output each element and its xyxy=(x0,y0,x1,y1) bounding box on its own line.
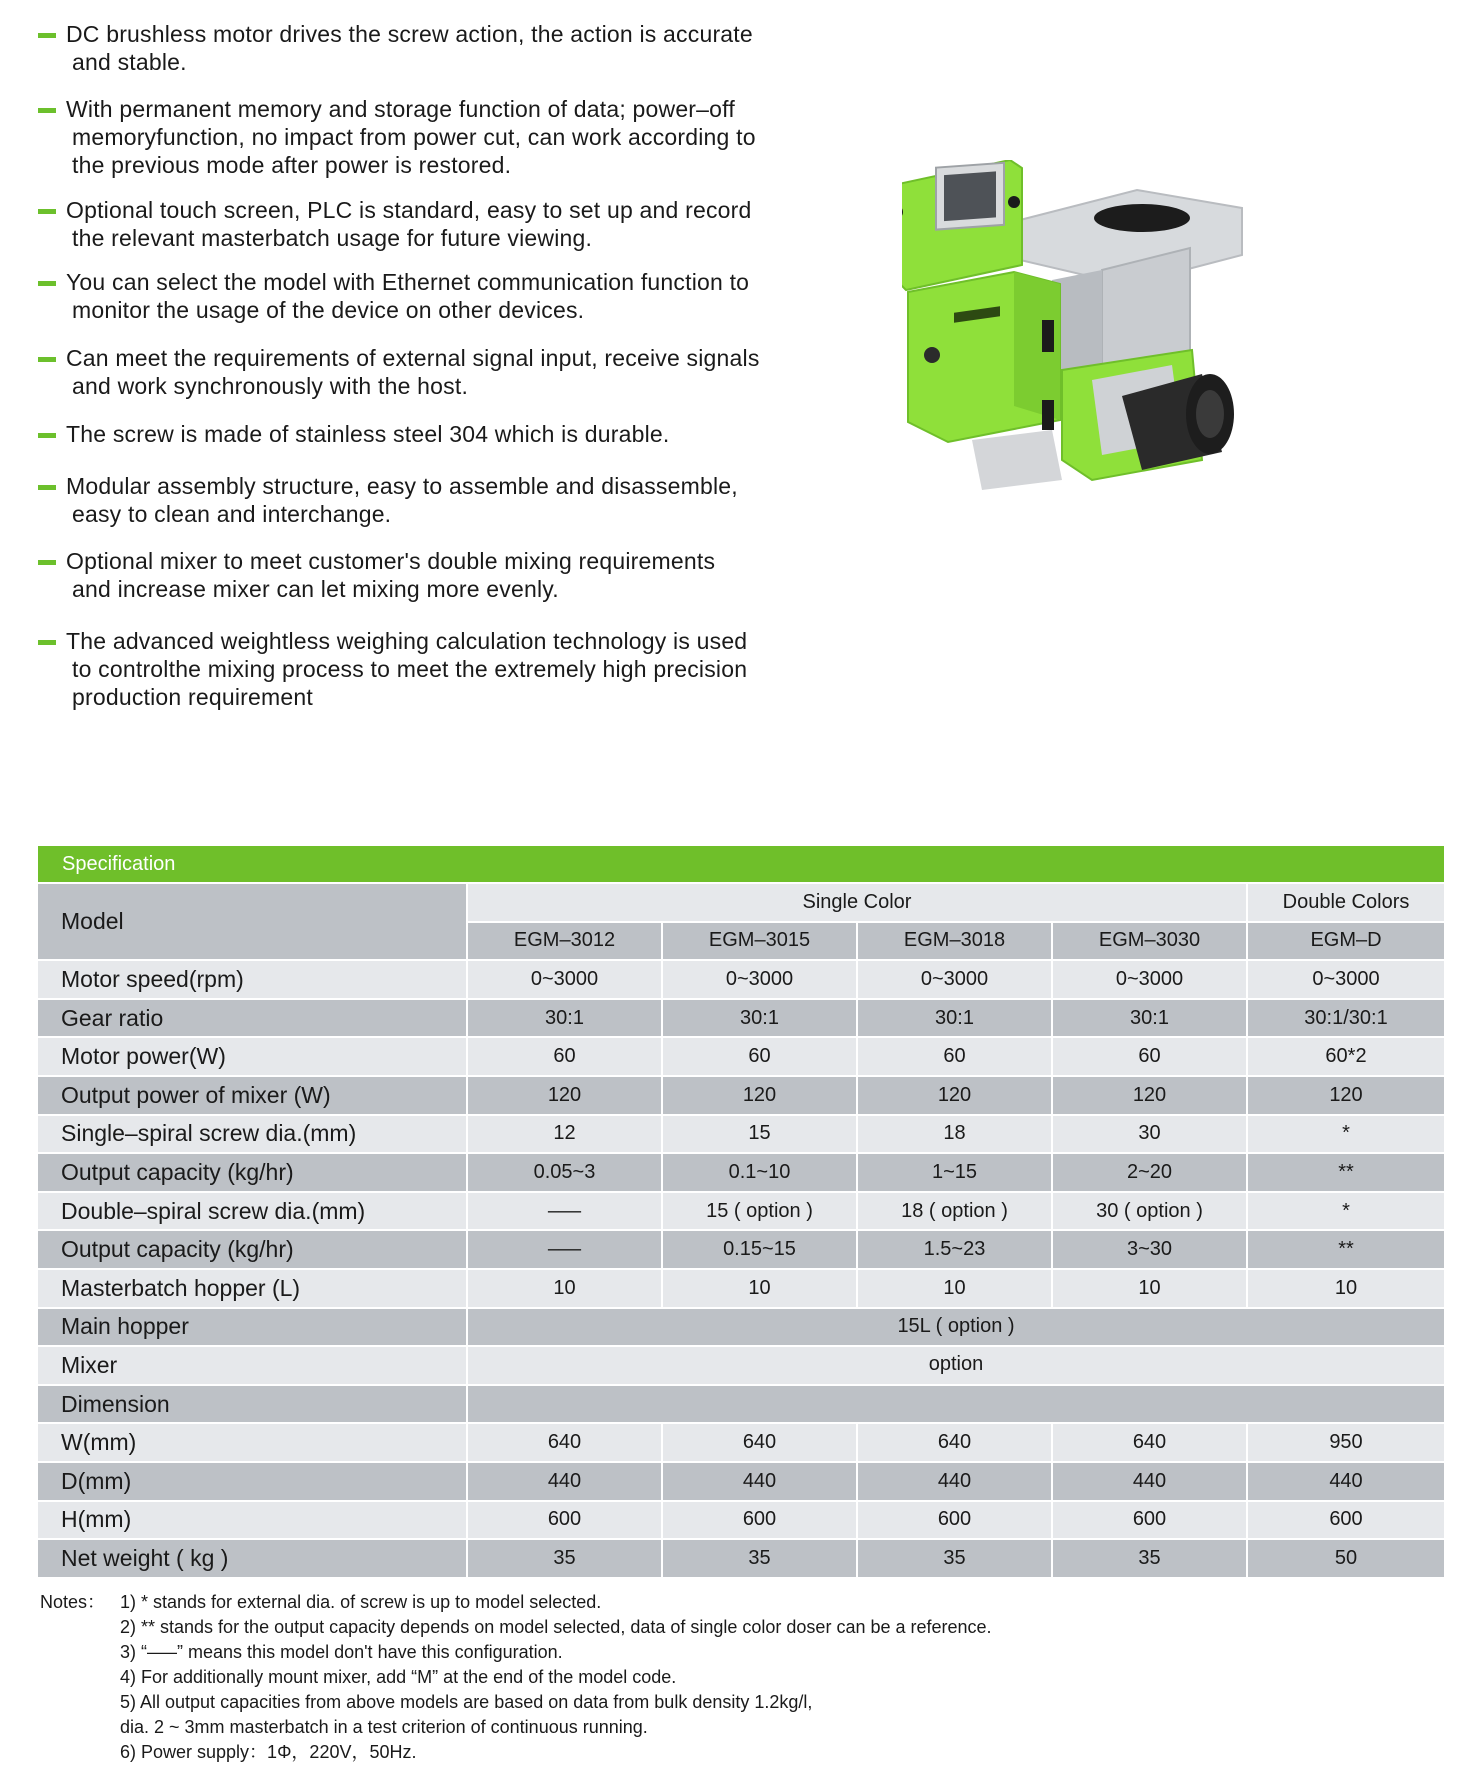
spec-value-cell xyxy=(468,961,661,998)
spec-value-cell-text: * xyxy=(1342,1199,1350,1222)
spec-value-cell xyxy=(1053,1116,1246,1153)
spec-span-cell-text: 15L ( option ) xyxy=(897,1315,1015,1338)
spec-value-cell xyxy=(663,1038,856,1075)
spec-value-cell xyxy=(1053,1502,1246,1539)
row-label-text: Main hopper xyxy=(61,1313,189,1340)
bullet-dash-icon xyxy=(38,640,56,645)
spec-value-cell-text: 10 xyxy=(943,1276,966,1299)
feature-line: easy to clean and interchange. xyxy=(72,501,392,527)
feature-text xyxy=(66,20,866,76)
model-name-cell-text: EGM–3015 xyxy=(708,929,811,952)
specification-table xyxy=(38,884,1444,1584)
note-line: 3) “–––” means this model don't have this configuration. xyxy=(120,1642,563,1662)
row-label xyxy=(38,1540,466,1577)
spec-value-cell-text: 30:1 xyxy=(740,1006,779,1029)
row-label xyxy=(38,1347,466,1384)
feature-line: DC brushless motor drives the screw action, the action is accurate xyxy=(66,21,753,47)
spec-value-cell xyxy=(858,1463,1051,1500)
model-header-text: Model xyxy=(61,908,124,935)
spec-value-cell-text: 0~3000 xyxy=(920,967,989,990)
spec-value-cell xyxy=(468,1038,661,1075)
spec-value-cell xyxy=(1053,1231,1246,1268)
spec-value-cell-text: 10 xyxy=(1138,1276,1161,1299)
spec-value-cell xyxy=(1248,1193,1444,1230)
model-name-cell xyxy=(468,923,661,960)
feature-line: Optional touch screen, PLC is standard, easy to set up and record xyxy=(66,197,752,223)
feature-text xyxy=(66,627,866,711)
spec-value-cell xyxy=(1053,961,1246,998)
bullet-dash-icon xyxy=(38,33,56,38)
spec-value-cell xyxy=(1248,1463,1444,1500)
spec-value-cell-text: 1~15 xyxy=(931,1160,978,1183)
spec-value-cell-text: 18 xyxy=(943,1122,966,1145)
spec-value-cell-text: 60*2 xyxy=(1325,1045,1367,1068)
row-label-text: Output power of mixer (W) xyxy=(61,1081,331,1108)
spec-value-cell-text: 120 xyxy=(937,1083,972,1106)
note-line: dia. 2 ~ 3mm masterbatch in a test criterion of continuous running. xyxy=(120,1717,648,1737)
spec-value-cell xyxy=(663,1193,856,1230)
spec-value-cell xyxy=(858,1540,1051,1577)
double-colors-header xyxy=(1248,884,1444,921)
spec-value-cell-text: ** xyxy=(1338,1238,1354,1261)
bullet-dash-icon xyxy=(38,560,56,565)
spec-value-cell-text: 60 xyxy=(1138,1045,1161,1068)
model-header xyxy=(38,884,466,959)
spec-value-cell-text: 0~3000 xyxy=(530,967,599,990)
row-label-text: Motor power(W) xyxy=(61,1043,226,1070)
spec-value-cell xyxy=(858,1424,1051,1461)
spec-value-cell-text: 120 xyxy=(1132,1083,1167,1106)
spec-value-cell-text: 35 xyxy=(553,1546,576,1569)
feature-line: The advanced weightless weighing calculation technology is used xyxy=(66,628,748,654)
row-label xyxy=(38,1270,466,1307)
row-label-text: Masterbatch hopper (L) xyxy=(61,1274,301,1301)
spec-value-cell xyxy=(1248,1000,1444,1037)
spec-value-cell xyxy=(1053,1270,1246,1307)
feature-line: The screw is made of stainless steel 304 which is durable. xyxy=(66,421,670,447)
spec-value-cell-text: 30:1 xyxy=(935,1006,974,1029)
row-label-text: W(mm) xyxy=(61,1429,137,1456)
note-line: 5) All output capacities from above models are based on data from bulk density 1.2kg/l, xyxy=(120,1692,813,1712)
spec-value-cell-text: 440 xyxy=(742,1469,777,1492)
note-line: 6) Power supply：1Φ，220V，50Hz. xyxy=(120,1742,417,1762)
feature-text xyxy=(66,95,866,179)
spec-value-cell-text: 30:1 xyxy=(545,1006,584,1029)
row-label-text: Mixer xyxy=(61,1351,118,1378)
spec-value-cell-text: 0~3000 xyxy=(725,967,794,990)
feature-line: the relevant masterbatch usage for future viewing. xyxy=(72,225,593,251)
spec-value-cell-text: 10 xyxy=(1334,1276,1358,1299)
spec-value-cell-text: 440 xyxy=(937,1469,972,1492)
spec-value-cell-text: 440 xyxy=(1329,1469,1363,1492)
row-label xyxy=(38,1116,466,1153)
feature-line: the previous mode after power is restored. xyxy=(72,152,512,178)
spec-value-cell-text: 600 xyxy=(1132,1508,1167,1531)
bullet-dash-icon xyxy=(38,485,56,490)
spec-value-cell xyxy=(858,1000,1051,1037)
spec-value-cell-text: 0~3000 xyxy=(1312,967,1380,990)
feature-line: Can meet the requirements of external signal input, receive signals xyxy=(66,345,760,371)
feature-line: to controlthe mixing process to meet the extremely high precision xyxy=(72,656,748,682)
feature-line: and increase mixer can let mixing more evenly. xyxy=(72,576,559,602)
spec-value-cell xyxy=(858,1154,1051,1191)
feature-text xyxy=(66,472,866,528)
model-name-cell-text: EGM–D xyxy=(1310,929,1382,952)
single-color-header-text: Single Color xyxy=(802,890,912,913)
spec-value-cell xyxy=(663,1463,856,1500)
row-label-text: H(mm) xyxy=(61,1506,132,1533)
feature-text xyxy=(66,268,866,324)
feature-text xyxy=(66,547,866,603)
spec-value-cell xyxy=(1053,1463,1246,1500)
spec-value-cell-text: 640 xyxy=(937,1431,972,1454)
spec-value-cell xyxy=(468,1154,661,1191)
row-label xyxy=(38,1386,466,1423)
spec-value-cell xyxy=(663,1270,856,1307)
spec-value-cell-text: 35 xyxy=(1138,1546,1161,1569)
spec-value-cell-text: 640 xyxy=(742,1431,777,1454)
notes-label: Notes： xyxy=(40,1592,106,1612)
row-label xyxy=(38,1463,466,1500)
spec-span-cell-text: option xyxy=(928,1353,984,1376)
spec-value-cell-text: 2~20 xyxy=(1126,1160,1173,1183)
spec-value-cell-text: ** xyxy=(1338,1160,1354,1183)
spec-value-cell-text: 18 ( option ) xyxy=(901,1199,1008,1222)
feature-line: With permanent memory and storage function of data; power–off xyxy=(66,96,735,122)
row-label-text: Double–spiral screw dia.(mm) xyxy=(61,1197,366,1224)
spec-value-cell xyxy=(468,1193,661,1230)
spec-value-cell xyxy=(858,1231,1051,1268)
spec-value-cell-text: 0~3000 xyxy=(1115,967,1184,990)
spec-value-cell xyxy=(663,1116,856,1153)
spec-value-cell xyxy=(663,1231,856,1268)
spec-value-cell-text: 0.1~10 xyxy=(728,1160,791,1183)
spec-value-cell-text: 950 xyxy=(1329,1431,1363,1454)
bullet-dash-icon xyxy=(38,357,56,362)
feature-text xyxy=(66,420,866,448)
spec-value-cell-text: 600 xyxy=(1329,1508,1363,1531)
row-label xyxy=(38,1038,466,1075)
spec-value-cell-text: 600 xyxy=(937,1508,972,1531)
spec-value-cell-text: 12 xyxy=(553,1122,576,1145)
double-colors-header-text: Double Colors xyxy=(1282,890,1410,913)
feature-line: monitor the usage of the device on other devices. xyxy=(72,297,585,323)
spec-value-cell-text: 35 xyxy=(748,1546,771,1569)
row-label xyxy=(38,1309,466,1346)
doser-machine-image xyxy=(902,160,1412,560)
spec-value-cell xyxy=(1053,1000,1246,1037)
note-line: 1) * stands for external dia. of screw is up to model selected. xyxy=(120,1592,602,1612)
spec-value-cell xyxy=(858,1193,1051,1230)
spec-value-cell xyxy=(858,1077,1051,1114)
model-name-cell xyxy=(1248,923,1444,960)
spec-value-cell xyxy=(468,1116,661,1153)
spec-value-cell-text: 120 xyxy=(547,1083,582,1106)
spec-value-cell-text: 600 xyxy=(742,1508,777,1531)
spec-value-cell xyxy=(858,1116,1051,1153)
spec-value-cell xyxy=(1248,1424,1444,1461)
specification-title: Specification xyxy=(62,853,176,875)
spec-value-cell-text: 440 xyxy=(547,1469,582,1492)
row-label xyxy=(38,1193,466,1230)
spec-value-cell-text: 60 xyxy=(943,1045,966,1068)
row-label-text: Output capacity (kg/hr) xyxy=(61,1158,294,1185)
spec-value-cell xyxy=(663,1424,856,1461)
spec-value-cell xyxy=(1248,1077,1444,1114)
spec-value-cell-text: 60 xyxy=(553,1045,576,1068)
spec-value-cell xyxy=(1053,1424,1246,1461)
row-label xyxy=(38,961,466,998)
spec-value-cell xyxy=(858,1502,1051,1539)
spec-value-cell-text: 10 xyxy=(748,1276,771,1299)
feature-line: production requirement xyxy=(72,684,313,710)
bullet-dash-icon xyxy=(38,209,56,214)
spec-value-cell-text: 0.05~3 xyxy=(533,1160,596,1183)
model-name-cell xyxy=(663,923,856,960)
row-label-text: Output capacity (kg/hr) xyxy=(61,1236,294,1263)
spec-value-cell-text: 0.15~15 xyxy=(723,1238,796,1261)
row-label xyxy=(38,1154,466,1191)
spec-span-cell xyxy=(468,1386,1444,1423)
spec-value-cell-text: 640 xyxy=(1132,1431,1167,1454)
spec-value-cell xyxy=(468,1000,661,1037)
spec-value-cell xyxy=(1053,1540,1246,1577)
feature-line: You can select the model with Ethernet communication function to xyxy=(66,269,750,295)
feature-line: memoryfunction, no impact from power cut, can work according to xyxy=(72,124,756,150)
row-label-text: Gear ratio xyxy=(61,1004,164,1031)
spec-value-cell-text: ––– xyxy=(547,1199,582,1222)
spec-value-cell-text: 120 xyxy=(1329,1083,1363,1106)
row-label xyxy=(38,1077,466,1114)
spec-value-cell xyxy=(858,961,1051,998)
spec-value-cell xyxy=(663,1502,856,1539)
row-label-text: Net weight ( kg ) xyxy=(61,1544,229,1571)
row-label-text: Motor speed(rpm) xyxy=(61,965,244,992)
row-label xyxy=(38,1000,466,1037)
model-name-cell xyxy=(1053,923,1246,960)
spec-value-cell-text: 440 xyxy=(1132,1469,1167,1492)
model-name-cell-text: EGM–3018 xyxy=(903,929,1006,952)
model-name-cell xyxy=(858,923,1051,960)
spec-span-cell xyxy=(468,1347,1444,1384)
spec-value-cell-text: 15 ( option ) xyxy=(706,1199,813,1222)
row-label xyxy=(38,1424,466,1461)
row-label-text: D(mm) xyxy=(61,1467,132,1494)
spec-value-cell-text: ––– xyxy=(547,1238,582,1261)
feature-line: and work synchronously with the host. xyxy=(72,373,469,399)
model-name-cell-text: EGM–3030 xyxy=(1098,929,1201,952)
spec-value-cell xyxy=(468,1463,661,1500)
spec-value-cell xyxy=(663,1077,856,1114)
row-label xyxy=(38,1502,466,1539)
spec-value-cell xyxy=(468,1540,661,1577)
spec-value-cell xyxy=(1053,1154,1246,1191)
spec-value-cell xyxy=(1053,1077,1246,1114)
spec-value-cell-text: 50 xyxy=(1334,1546,1358,1569)
feature-line: Optional mixer to meet customer's double mixing requirements xyxy=(66,548,716,574)
feature-text xyxy=(66,196,866,252)
spec-value-cell xyxy=(468,1502,661,1539)
spec-value-cell xyxy=(1053,1193,1246,1230)
spec-value-cell xyxy=(663,1540,856,1577)
model-name-cell-text: EGM–3012 xyxy=(513,929,616,952)
feature-text xyxy=(66,344,866,400)
spec-value-cell-text: 120 xyxy=(742,1083,777,1106)
bullet-dash-icon xyxy=(38,433,56,438)
bullet-dash-icon xyxy=(38,281,56,286)
note-line: 4) For additionally mount mixer, add “M” at the end of the model code. xyxy=(120,1667,677,1687)
spec-value-cell xyxy=(468,1231,661,1268)
spec-value-cell xyxy=(1053,1038,1246,1075)
spec-value-cell xyxy=(858,1270,1051,1307)
spec-value-cell-text: 30 ( option ) xyxy=(1096,1199,1203,1222)
spec-value-cell xyxy=(858,1038,1051,1075)
row-label xyxy=(38,1231,466,1268)
spec-value-cell xyxy=(468,1270,661,1307)
spec-value-cell xyxy=(663,1000,856,1037)
bullet-dash-icon xyxy=(38,108,56,113)
spec-value-cell-text: 30:1 xyxy=(1130,1006,1169,1029)
spec-value-cell xyxy=(663,1154,856,1191)
spec-value-cell-text: * xyxy=(1342,1122,1350,1145)
spec-value-cell xyxy=(1248,1502,1444,1539)
spec-value-cell xyxy=(468,1424,661,1461)
spec-value-cell xyxy=(663,961,856,998)
spec-value-cell-text: 35 xyxy=(943,1546,966,1569)
row-label-text: Dimension xyxy=(61,1390,170,1417)
spec-value-cell-text: 15 xyxy=(748,1122,771,1145)
spec-value-cell-text: 600 xyxy=(547,1508,582,1531)
spec-value-cell-text: 10 xyxy=(553,1276,576,1299)
spec-value-cell xyxy=(468,1077,661,1114)
spec-value-cell xyxy=(1248,1231,1444,1268)
spec-value-cell xyxy=(1248,961,1444,998)
row-label-text: Single–spiral screw dia.(mm) xyxy=(61,1120,357,1147)
spec-span-cell xyxy=(468,1309,1444,1346)
specification-header xyxy=(38,846,1444,882)
spec-value-cell-text: 30 xyxy=(1138,1122,1161,1145)
spec-value-cell xyxy=(1248,1038,1444,1075)
spec-value-cell-text: 640 xyxy=(547,1431,582,1454)
note-line: 2) ** stands for the output capacity depends on model selected, data of single color doser can be a reference. xyxy=(120,1617,992,1637)
spec-value-cell xyxy=(1248,1116,1444,1153)
spec-value-cell-text: 3~30 xyxy=(1126,1238,1173,1261)
feature-line: and stable. xyxy=(72,49,187,75)
single-color-header xyxy=(468,884,1246,921)
spec-value-cell xyxy=(1248,1270,1444,1307)
spec-value-cell-text: 30:1/30:1 xyxy=(1304,1006,1388,1029)
spec-value-cell xyxy=(1248,1540,1444,1577)
spec-value-cell-text: 60 xyxy=(748,1045,771,1068)
spec-value-cell xyxy=(1248,1154,1444,1191)
feature-line: Modular assembly structure, easy to assemble and disassemble, xyxy=(66,473,738,499)
spec-value-cell-text: 1.5~23 xyxy=(923,1238,986,1261)
